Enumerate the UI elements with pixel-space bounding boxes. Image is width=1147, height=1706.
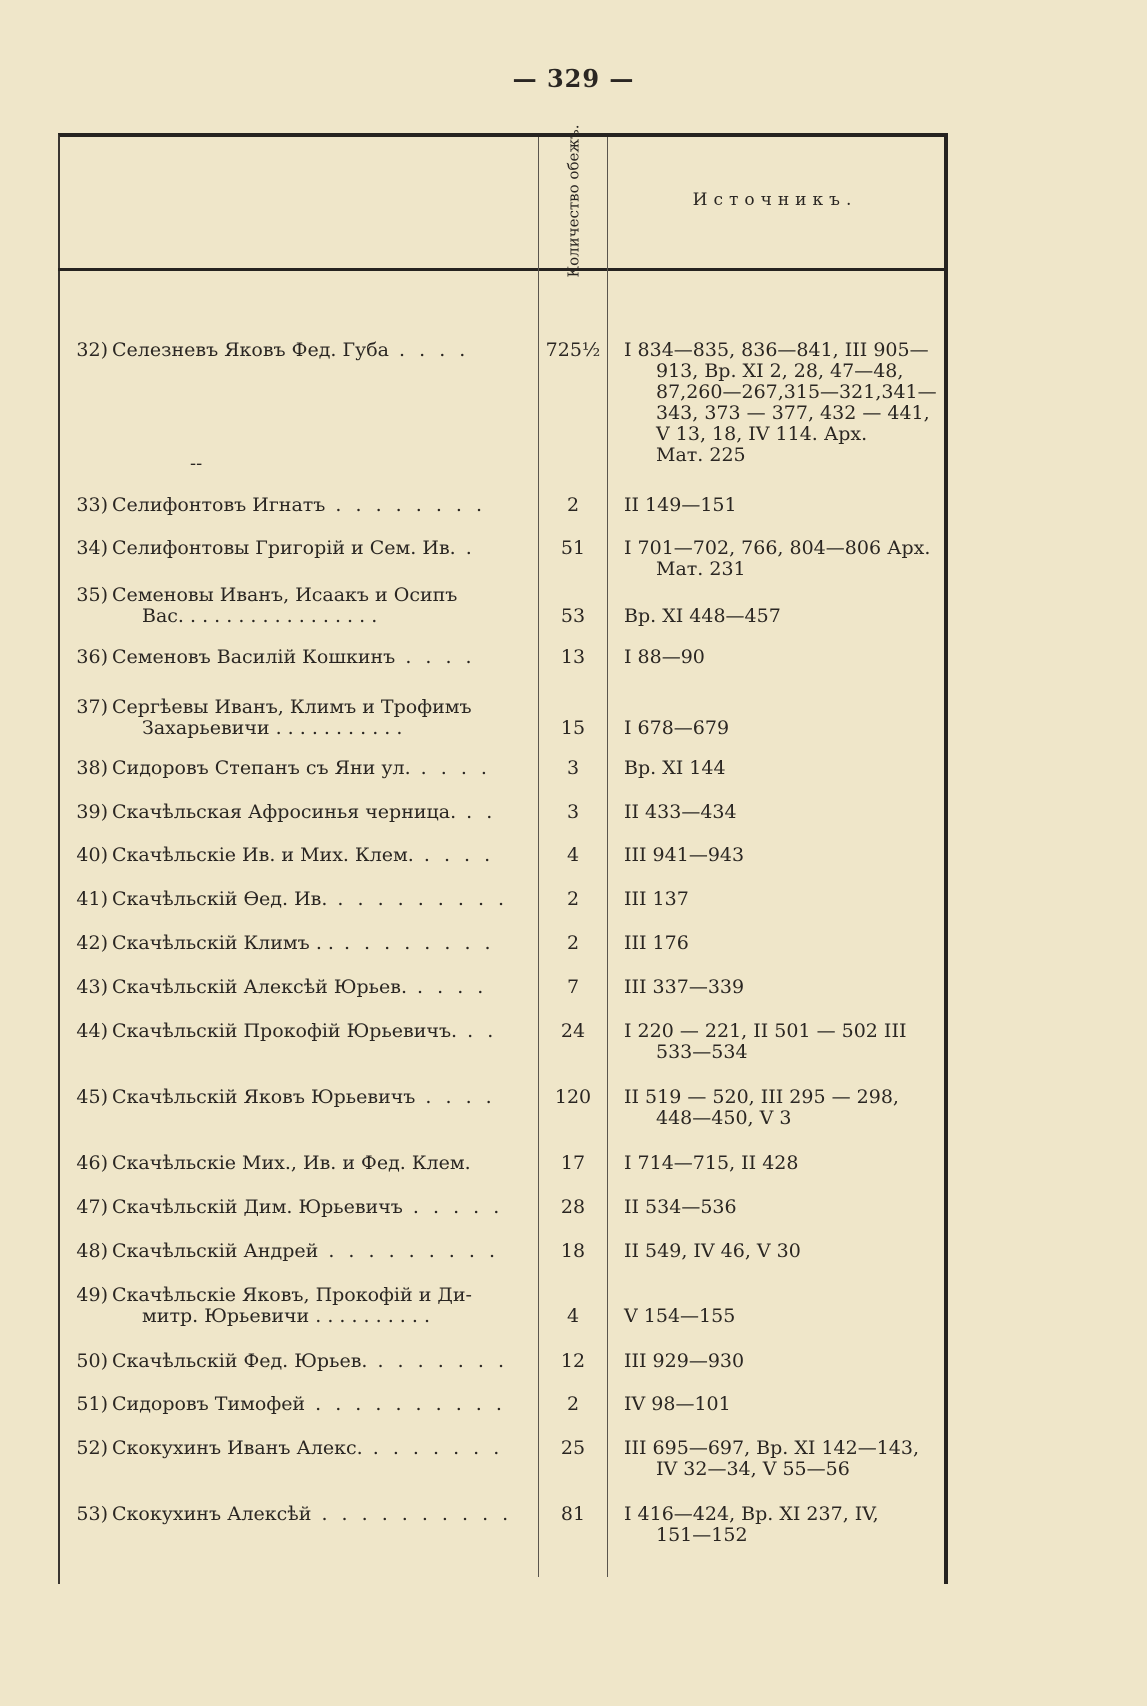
row-source-line: 87,260—267,315—321,341— <box>656 381 937 403</box>
stray-dash-mark: -- <box>190 453 203 474</box>
row-source <box>624 495 940 516</box>
row-name-text: Скачѣльскій Яковъ Юрьевичъ <box>112 1087 416 1108</box>
row-leader-dots: . . . . . . . <box>367 1351 508 1372</box>
row-name <box>112 1153 532 1174</box>
row-name-text: Скачѣльскій Прокофій Юрьевичъ. <box>112 1021 458 1042</box>
row-name <box>112 1197 532 1218</box>
row-name <box>112 1021 532 1042</box>
row-quantity: 17 <box>560 1152 586 1174</box>
row-leader-dots: . . <box>457 1021 498 1042</box>
row-source-line: 151—152 <box>656 1524 748 1546</box>
row-leader-dots: . . <box>456 802 497 823</box>
row-name-text: Скачѣльскіе Ив. и Мих. Клем. <box>112 845 414 866</box>
row-quantity: 2 <box>566 888 580 910</box>
row-name-text: Селезневъ Яковъ Фед. Губа <box>112 340 389 361</box>
row-source <box>624 1438 940 1480</box>
row-source <box>624 718 940 739</box>
row-leader-dots: . <box>455 538 476 559</box>
row-name <box>112 1285 532 1327</box>
row-source-line: I 416—424, Вр. XI 237, IV, <box>624 1503 879 1525</box>
row-leader-dots: . . . . <box>413 845 495 866</box>
row-source <box>624 933 940 954</box>
row-name-text: Скокухинъ Иванъ Алекс. <box>112 1438 363 1459</box>
row-name-text: Скачѣльскій Алексѣй Юрьев. <box>112 977 408 998</box>
row-source-line: 448—450, V 3 <box>656 1107 792 1129</box>
row-source-line: II 549, IV 46, V 30 <box>624 1240 801 1262</box>
row-name-text: Сидоровъ Тимофей <box>112 1394 306 1415</box>
row-leader-dots: . . . . <box>415 1087 496 1108</box>
row-number: 36) <box>76 646 108 668</box>
row-name-text: Скачѣльскіе Мих., Ив. и Фед. Клем. <box>112 1153 471 1174</box>
row-source-line: I 834—835, 836—841, III 905— <box>624 339 929 361</box>
row-name <box>112 889 532 910</box>
row-number: 46) <box>76 1152 108 1174</box>
row-quantity: 12 <box>560 1350 586 1372</box>
row-source <box>624 977 940 998</box>
row-number: 51) <box>76 1393 108 1415</box>
row-leader-dots: . . . . . . . . . <box>327 889 509 910</box>
row-source-line: Мат. 225 <box>656 444 746 466</box>
row-source-line: IV 32—34, V 55—56 <box>656 1458 850 1480</box>
row-name-line: митр. Юрьевичи . . . . . . . . . . <box>142 1306 430 1327</box>
row-name-text: Скачѣльская Афросинья черница. <box>112 802 457 823</box>
row-source <box>624 340 940 466</box>
row-quantity: 13 <box>560 646 586 668</box>
row-number: 32) <box>76 339 108 361</box>
row-name <box>112 1241 532 1262</box>
row-source-line: 343, 373 — 377, 432 — 441, <box>656 402 930 424</box>
row-leader-dots: . . . . <box>395 647 476 668</box>
row-source <box>624 845 940 866</box>
row-number: 37) <box>76 696 108 718</box>
row-quantity: 2 <box>566 1393 580 1415</box>
row-source-line: III 176 <box>624 932 689 954</box>
row-quantity: 81 <box>560 1503 586 1525</box>
row-name <box>112 340 532 361</box>
row-source <box>624 1087 940 1129</box>
row-name-text: Сидоровъ Степанъ съ Яни ул. <box>112 758 411 779</box>
row-leader-dots: . . . . . . . . <box>325 495 487 516</box>
row-name <box>112 758 532 779</box>
row-source-line: V 154—155 <box>624 1305 736 1327</box>
row-name <box>112 697 532 739</box>
row-number: 42) <box>76 932 108 954</box>
row-quantity: 725½ <box>545 339 601 361</box>
row-leader-dots: . . . . . . . . . . <box>311 1504 513 1525</box>
page-number: — 329 — <box>512 64 635 93</box>
row-name-line: Сергѣевы Иванъ, Климъ и Трофимъ <box>112 697 472 718</box>
row-name-text: Скачѣльскій Ѳед. Ив. <box>112 889 328 910</box>
row-name-text: Скачѣльскій Климъ . . <box>112 933 334 954</box>
row-source-line: I 88—90 <box>624 646 705 668</box>
header-source: Источникъ. <box>692 190 858 210</box>
row-name-line: Скачѣльскіе Яковъ, Прокофій и Ди- <box>112 1285 472 1306</box>
row-name-text: Скокухинъ Алексѣй <box>112 1504 312 1525</box>
row-source <box>624 1153 940 1174</box>
row-quantity: 28 <box>560 1196 586 1218</box>
row-source-line: Мат. 231 <box>656 558 746 580</box>
row-source <box>624 1394 940 1415</box>
row-name <box>112 845 532 866</box>
row-source <box>624 1197 940 1218</box>
row-quantity: 4 <box>566 1305 580 1327</box>
row-source <box>624 1241 940 1262</box>
row-name <box>112 538 532 559</box>
row-name-text: Семеновъ Василій Кошкинъ <box>112 647 396 668</box>
row-quantity: 25 <box>560 1437 586 1459</box>
row-leader-dots: . . . . <box>389 340 470 361</box>
row-source-line: II 433—434 <box>624 801 737 823</box>
row-leader-dots: . . . . <box>407 977 488 998</box>
row-number: 35) <box>76 584 108 606</box>
row-quantity: 3 <box>566 757 580 779</box>
row-name-text: Скачѣльскій Фед. Юрьев. <box>112 1351 368 1372</box>
row-name-text: Селифонтовы Григорій и Сем. Ив. <box>112 538 456 559</box>
row-source <box>624 538 940 580</box>
row-number: 49) <box>76 1284 108 1306</box>
row-number: 39) <box>76 801 108 823</box>
row-source-line: III 941—943 <box>624 844 745 866</box>
row-name <box>112 1504 532 1525</box>
row-name-line: Семеновы Иванъ, Исаакъ и Осипъ <box>112 585 458 606</box>
row-number: 50) <box>76 1350 108 1372</box>
row-source <box>624 758 940 779</box>
row-source-line: Вр. XI 448—457 <box>624 605 781 627</box>
row-quantity: 2 <box>566 932 580 954</box>
row-source-line: V 13, 18, IV 114. Арх. <box>656 423 868 445</box>
row-source <box>624 1351 940 1372</box>
row-source-line: I 701—702, 766, 804—806 Арх. <box>624 537 931 559</box>
row-quantity: 24 <box>560 1020 586 1042</box>
row-source-line: III 337—339 <box>624 976 745 998</box>
row-source-line: I 678—679 <box>624 717 730 739</box>
row-name <box>112 1351 532 1372</box>
row-name-line: Захарьевичи . . . . . . . . . . . <box>142 718 403 739</box>
row-number: 40) <box>76 844 108 866</box>
row-name <box>112 977 532 998</box>
row-quantity: 2 <box>566 494 580 516</box>
row-quantity: 120 <box>554 1086 592 1108</box>
row-number: 44) <box>76 1020 108 1042</box>
row-name <box>112 1394 532 1415</box>
row-name <box>112 1087 532 1108</box>
row-name-line: Вас. . . . . . . . . . . . . . . . . <box>142 606 378 627</box>
row-name-text: Скачѣльскій Андрей <box>112 1241 319 1262</box>
row-number: 43) <box>76 976 108 998</box>
row-number: 48) <box>76 1240 108 1262</box>
row-number: 33) <box>76 494 108 516</box>
row-leader-dots: . . . . . . . . . <box>318 1241 500 1262</box>
row-source <box>624 606 940 627</box>
row-source-line: 533—534 <box>656 1041 748 1063</box>
row-quantity: 4 <box>566 844 580 866</box>
row-name-text: Скачѣльскій Дим. Юрьевичъ <box>112 1197 403 1218</box>
row-source <box>624 1306 940 1327</box>
row-number: 45) <box>76 1086 108 1108</box>
row-source-line: II 519 — 520, III 295 — 298, <box>624 1086 899 1108</box>
row-name <box>112 933 532 954</box>
row-source-line: III 695—697, Вр. XI 142—143, <box>624 1437 920 1459</box>
row-name <box>112 802 532 823</box>
header-quantity-label: Количество обежъ. <box>564 124 583 278</box>
row-name-text: Селифонтовъ Игнатъ <box>112 495 326 516</box>
row-number: 53) <box>76 1503 108 1525</box>
row-leader-dots: . . . . . . . . <box>333 933 495 954</box>
row-leader-dots: . . . . <box>410 758 491 779</box>
row-number: 52) <box>76 1437 108 1459</box>
row-source-line: II 534—536 <box>624 1196 737 1218</box>
row-leader-dots: . . . . . . . . . . <box>305 1394 506 1415</box>
row-source-line: I 220 — 221, II 501 — 502 III <box>624 1020 907 1042</box>
row-source <box>624 1504 940 1546</box>
row-number: 41) <box>76 888 108 910</box>
row-name <box>112 495 532 516</box>
row-source-line: III 137 <box>624 888 689 910</box>
row-quantity: 7 <box>566 976 580 998</box>
row-quantity: 15 <box>560 717 586 739</box>
row-leader-dots: . . . . . <box>402 1197 504 1218</box>
row-source-line: Вр. XI 144 <box>624 757 726 779</box>
row-name <box>112 585 532 627</box>
row-quantity: 53 <box>560 605 586 627</box>
row-leader-dots: . . . . . . . <box>362 1438 504 1459</box>
row-number: 34) <box>76 537 108 559</box>
row-number: 38) <box>76 757 108 779</box>
row-quantity: 18 <box>560 1240 586 1262</box>
row-source <box>624 647 940 668</box>
row-quantity: 51 <box>560 537 586 559</box>
row-quantity: 3 <box>566 801 580 823</box>
row-source-line: IV 98—101 <box>624 1393 731 1415</box>
row-source <box>624 1021 940 1063</box>
row-number: 47) <box>76 1196 108 1218</box>
row-source-line: 913, Вр. XI 2, 28, 47—48, <box>656 360 904 382</box>
row-source <box>624 802 940 823</box>
row-source-line: III 929—930 <box>624 1350 745 1372</box>
row-name <box>112 1438 532 1459</box>
row-source-line: I 714—715, II 428 <box>624 1152 799 1174</box>
row-name <box>112 647 532 668</box>
row-source <box>624 889 940 910</box>
row-source-line: II 149—151 <box>624 494 737 516</box>
